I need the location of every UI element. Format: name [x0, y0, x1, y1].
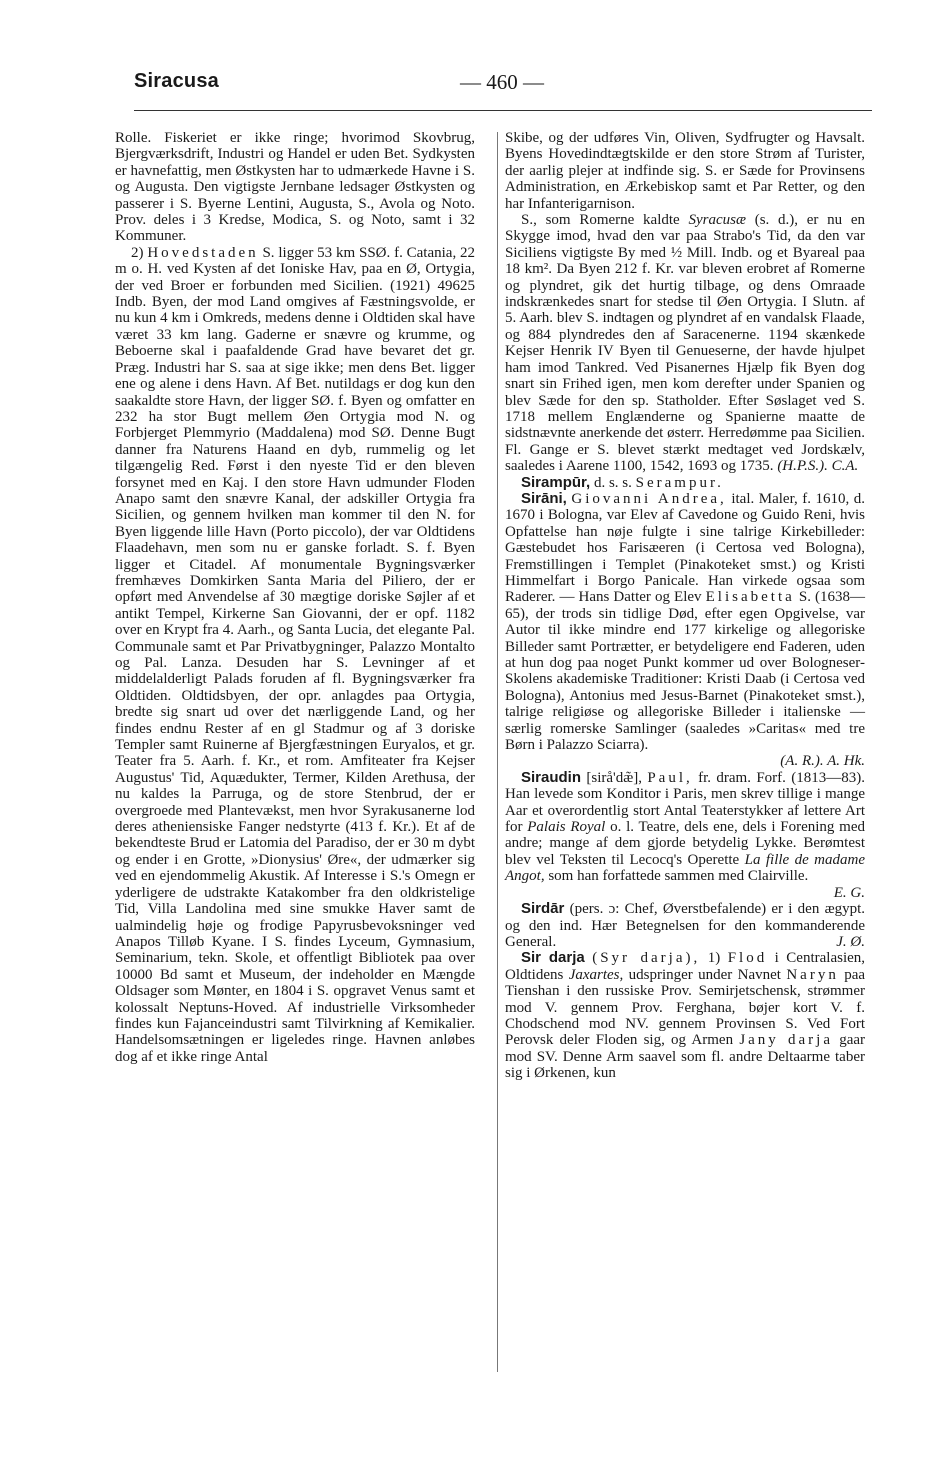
page-header — [134, 70, 870, 110]
headword: Siraudin — [521, 768, 582, 786]
spaced-term: Flod — [727, 950, 768, 967]
paragraph-text: S. ligger 53 km SSØ. f. Catania, 22 m o. H. ved Kysten af det Ioniske Hav, paa en Ø, Ortygia, der ved Broer er forbunden med Sicilien. (1921) 49625 Indb. Byen, der mod Land omgives af Fæstningsvolde, er nu kun 4 km i Omkreds, medens denne i Oldtiden skal have været 33 km lang. Gaderne er snævre og krumme, og Beboerne skal i paafaldende Grad have bevaret det gr. Præg. Industri har S. saa at sige ikke; men dens Bet. ligger ene og alene i dens Havn. Af Bet. nutildags er dog kun den saakaldte store Havn, der ligger SØ. f. Byen og omfatter en 232 ha stor Bugt mellem Øen Ortygia mod N. og Forbjerget Plemmyrio (Maddalena) mod SØ. Denne Bugt danner fra Naturens Haand en dyb, rummelig og let tilgængelig Red. Først i den nyeste Tid er den bleven forsynet med en Kaj. I den store Havn udmunder Floden Anapo samt den snævre Kanal, der adskiller Ortygia fra Sicilien, og gennem hvilken man kommer til den N. for Byen liggende lille Havn (Porto piccolo), der var Oldtidens Flaadehavn, men som nu er ganske forladt. S. f. Byen ligger et Citadel. Af monumentale Bygningsværker fremhæves Domkirken Santa Maria del Piliero, der er opført med Anvendelse af 30 mægtige doriske Søjler af et antikt Tempel, Kirkerne San Giovanni, der er opf. 1182 over en Krypt fra 4. Aarh., og Santa Lucia, det elegante Pal. Communale samt et Par Privatbygninger, Palazzo Montalto og Pal. Lanza. Desuden har S. Levninger af et middelalderligt Palads foruden af fl. Bygningsværker fra Oldtiden. Oldtidsbyen, der opr. anlagdes paa Ortygia, bredte sig snart ud over det nærliggende Land, og her findes endnu Rester af en gl Stadmur og af 3 doriske Templer samt Ruinerne af Bjergfæstningen Euryalos, et gr. Teater fra 5. Aarh. f. Kr., et rom. Amfiteater fra Kejser Augustus' Tid, Aquædukter, Termer, Kilden Arethusa, der nu kaldes la Parruga, og de store Stenbrud, der er overgroede med Plantevækst, men hvor Syrakusanerne lod deres atheniensiske Fanger nedstyrte (413 f. Kr.). Et af de bekendteste Brud er Latomia del Paradiso, der er 30 m dybt og ender i en Grotte, »Dionysius' Øre«, der udmærker sig ved en ejendommelig Akustik. Af Interesse i S.'s Omegn er yderligere de udstrakte Katakomber fra den oldkristelige Tid, Villa Landolina med sine smukke Haver samt de ualmindelig høje og frodige Papyrusbevoksninger ved Anapos Tilløb Kyane. I S. findes Lyceum, Gymnasium, Seminarium, tekn. Skole, et offentligt Bibliotek paa over 10000 Bd samt et Museum, der indeholder en Mængde Oldsager som Mønter, en 1804 i S. opgravet Venus samt et kolossalt Neptuns-Hoved. Af industrielle Virksomheder findes kun Fajanceindustri samt Tilvirkning af Kemikalier. Handelsomsætningen er ligeledes ringe. Havnen anløbes dog af et ikke ringe Antal — [115, 244, 476, 1065]
spaced-term: Jany darja — [739, 1032, 833, 1049]
italic-term: Syracusæ — [688, 212, 746, 229]
spaced-term: Elisabetta — [705, 589, 795, 606]
column-separator — [497, 132, 498, 1372]
text-run: i Centralasien, Oldtidens — [505, 950, 866, 983]
text-run: 1) — [707, 950, 721, 967]
page-number: — 460 — — [460, 70, 544, 94]
signature: J. Ø. — [836, 933, 865, 950]
text-run: S. (1638—65), der trods sin tidlige Død, efter egen Opgivelse, var Autor til ikke mindre end 177 kirkelige og allegoriske Billeder samt Portrætter, er betydeligere end Faderen, uden at hun dog paa noget Punkt kommer ud over Bologneser-Skolens akademiske Traditioner: Kristi Daab (i Certosa ved Bologna), Antonius med Jesus-Barnet (Pinakoteket smst.), talrige religiøse og allegoriske Billeder i italienske — særlig romerske Samlinger (saaledes »Caritas« med tre Børn i Palazzo Sciarra). — [505, 589, 866, 754]
headword: Sirāni, — [521, 489, 567, 507]
text-run: ital. Maler, f. 1610, d. 1670 i Bologna, var Elev af Cavedone og Guido Reni, hvis Opfattelse han nøje fulgte i sine talrige Kirkebilleder: Gæstebudet hos Farisæeren (i Certosa ved Bologna), Fremstillingen i Templet (Pinakoteket smst.) og Kristi Himmelfart i Borgo Panicale. Han virkede ogsaa som Raderer. — Hans Datter og Elev — [505, 490, 866, 606]
text-run: o. l. Teatre, dels ene, dels i Forening med andre; mange af dem gjorde betydelig Lykke. Berømtest blev vel Teksten til Lecocq's Operette — [505, 819, 865, 868]
paragraph: Skibe, og der udføres Vin, Oliven, Sydfrugter og Havsalt. Byens Hovedindtægtskilde er den store Strøm af Turister, der aarlig plejer at indfinde sig. S. er Sæde for Provinsens Administration, en Ærkebiskop samt et Par Retter, og den har Infanterigarnison. — [505, 130, 865, 212]
header-rule — [134, 110, 872, 111]
running-title: Siracusa — [134, 70, 219, 92]
text-run: S., som Romerne kaldte — [521, 212, 680, 229]
signature: (H.P.S.). C.A. — [777, 458, 859, 475]
paragraph — [505, 212, 865, 475]
entry-sirampur — [505, 475, 865, 491]
text-run: paa Tienshan i den russiske Prov. Semirjetschensk, strømmer mod V. gennem Prov. Ferghana, bøjer kort V. f. Chodschend mod NV. gennem Provinsen S. Ved Fort Perovsk deler Floden sig, og Armen — [505, 966, 866, 1049]
paragraph: Rolle. Fiskeriet er ikke ringe; hvorimod Skovbrug, Bjergværksdrift, Industri og Handel er uden Bet. Sydkysten er havnefattig, men Østkysten har to udmærkede Havne i S. og Augusta. Den vigtigste Jernbane ledsager Østkysten og passerer i S. Byerne Lentini, Augusta, S., Avola og Noto. Prov. deles i 3 Kredse, Modica, S. og Noto, samt i 32 Kommuner. — [115, 130, 475, 245]
italic-term: Palais Royal — [527, 819, 606, 836]
entry-sirani — [505, 491, 865, 754]
text-run: udspringer under Navnet — [628, 966, 781, 983]
headword: Sirdār — [521, 900, 565, 918]
text-run: (pers. ɔ: Chef, Øverstbefalende) er i den ægypt. og den ind. Hær Betegnelsen for den kommanderende General. — [505, 901, 865, 950]
text-run: (s. d.), er nu en Skygge imod, hvad den var paa Strabo's Tid, da den var Siciliens vigtigste By med ½ Mill. Indb. og et Byareal paa 18 km². Da Byen 212 f. Kr. var bleven erobret af Romerne og plyndret, gik det hurtig tilbage, og dens Omraade indskrænkedes snart for stedse til Øen Ortygia. I Slutn. af 5. Aarh. blev S. indtagen og plyndret af en vandalsk Flaade, og 884 plyndredes den af Saracenerne. 1194 skænkede Kejser Henrik IV Byen til Genueserne, der havde hjulpet ham imod Tankred. Ved Pisanernes Hjælp fik Byen dog snart sin Frihed igen, men kom derefter under Spanien og blev Sæde for den sp. Statholder. Efter Søslaget ved S. 1718 mellem Englænderne og Spanierne maatte de sidstnævnte anerkende det østerr. Herredømme paa Sicilien. Fl. Gange er S. blevet stærkt medtaget ved Jordskælv, saaledes i Aarene 1100, 1542, 1693 og 1735. — [505, 212, 866, 475]
signature: (A. R.). A. Hk. — [780, 753, 865, 770]
spaced-term: Serampur. — [635, 474, 724, 491]
signature: E. G. — [833, 884, 865, 901]
spaced-term: Hovedstaden — [147, 244, 259, 261]
paragraph — [115, 245, 475, 1065]
headword: Sirampūr, — [521, 473, 591, 491]
spaced-term: Giovanni Andrea, — [571, 490, 727, 507]
entry-sir-darja — [505, 950, 865, 1081]
text-run: som han forfattede sammen med Clairville. — [548, 868, 809, 885]
pronunciation: [sirå'dæ̃], — [586, 769, 642, 786]
spaced-term: Paul, — [647, 769, 693, 786]
text-run: gaar mod SV. Denne Arm saavel som fl. andre Deltaarme taber sig i Ørkenen, kun — [505, 1032, 866, 1082]
spaced-term: (Syr darja), — [592, 950, 701, 967]
italic-term: Jaxartes, — [568, 966, 624, 983]
left-column — [115, 130, 475, 1065]
text-run: d. s. s. — [593, 474, 632, 491]
entry-sirdar — [505, 901, 865, 950]
entry-siraudin — [505, 770, 865, 885]
spaced-term: Naryn — [786, 966, 839, 983]
italic-term: La fille de madame Angot, — [505, 851, 865, 885]
right-column — [505, 130, 865, 1082]
text-run: fr. dram. Forf. (1813—83). Han levede som Konditor i Paris, men skrev tillige i mange Aar et overordentlig stort Antal Teaterstykker af lettere Art for — [505, 769, 866, 836]
headword: Sir darja — [521, 949, 585, 967]
item-number: 2) — [131, 244, 144, 261]
